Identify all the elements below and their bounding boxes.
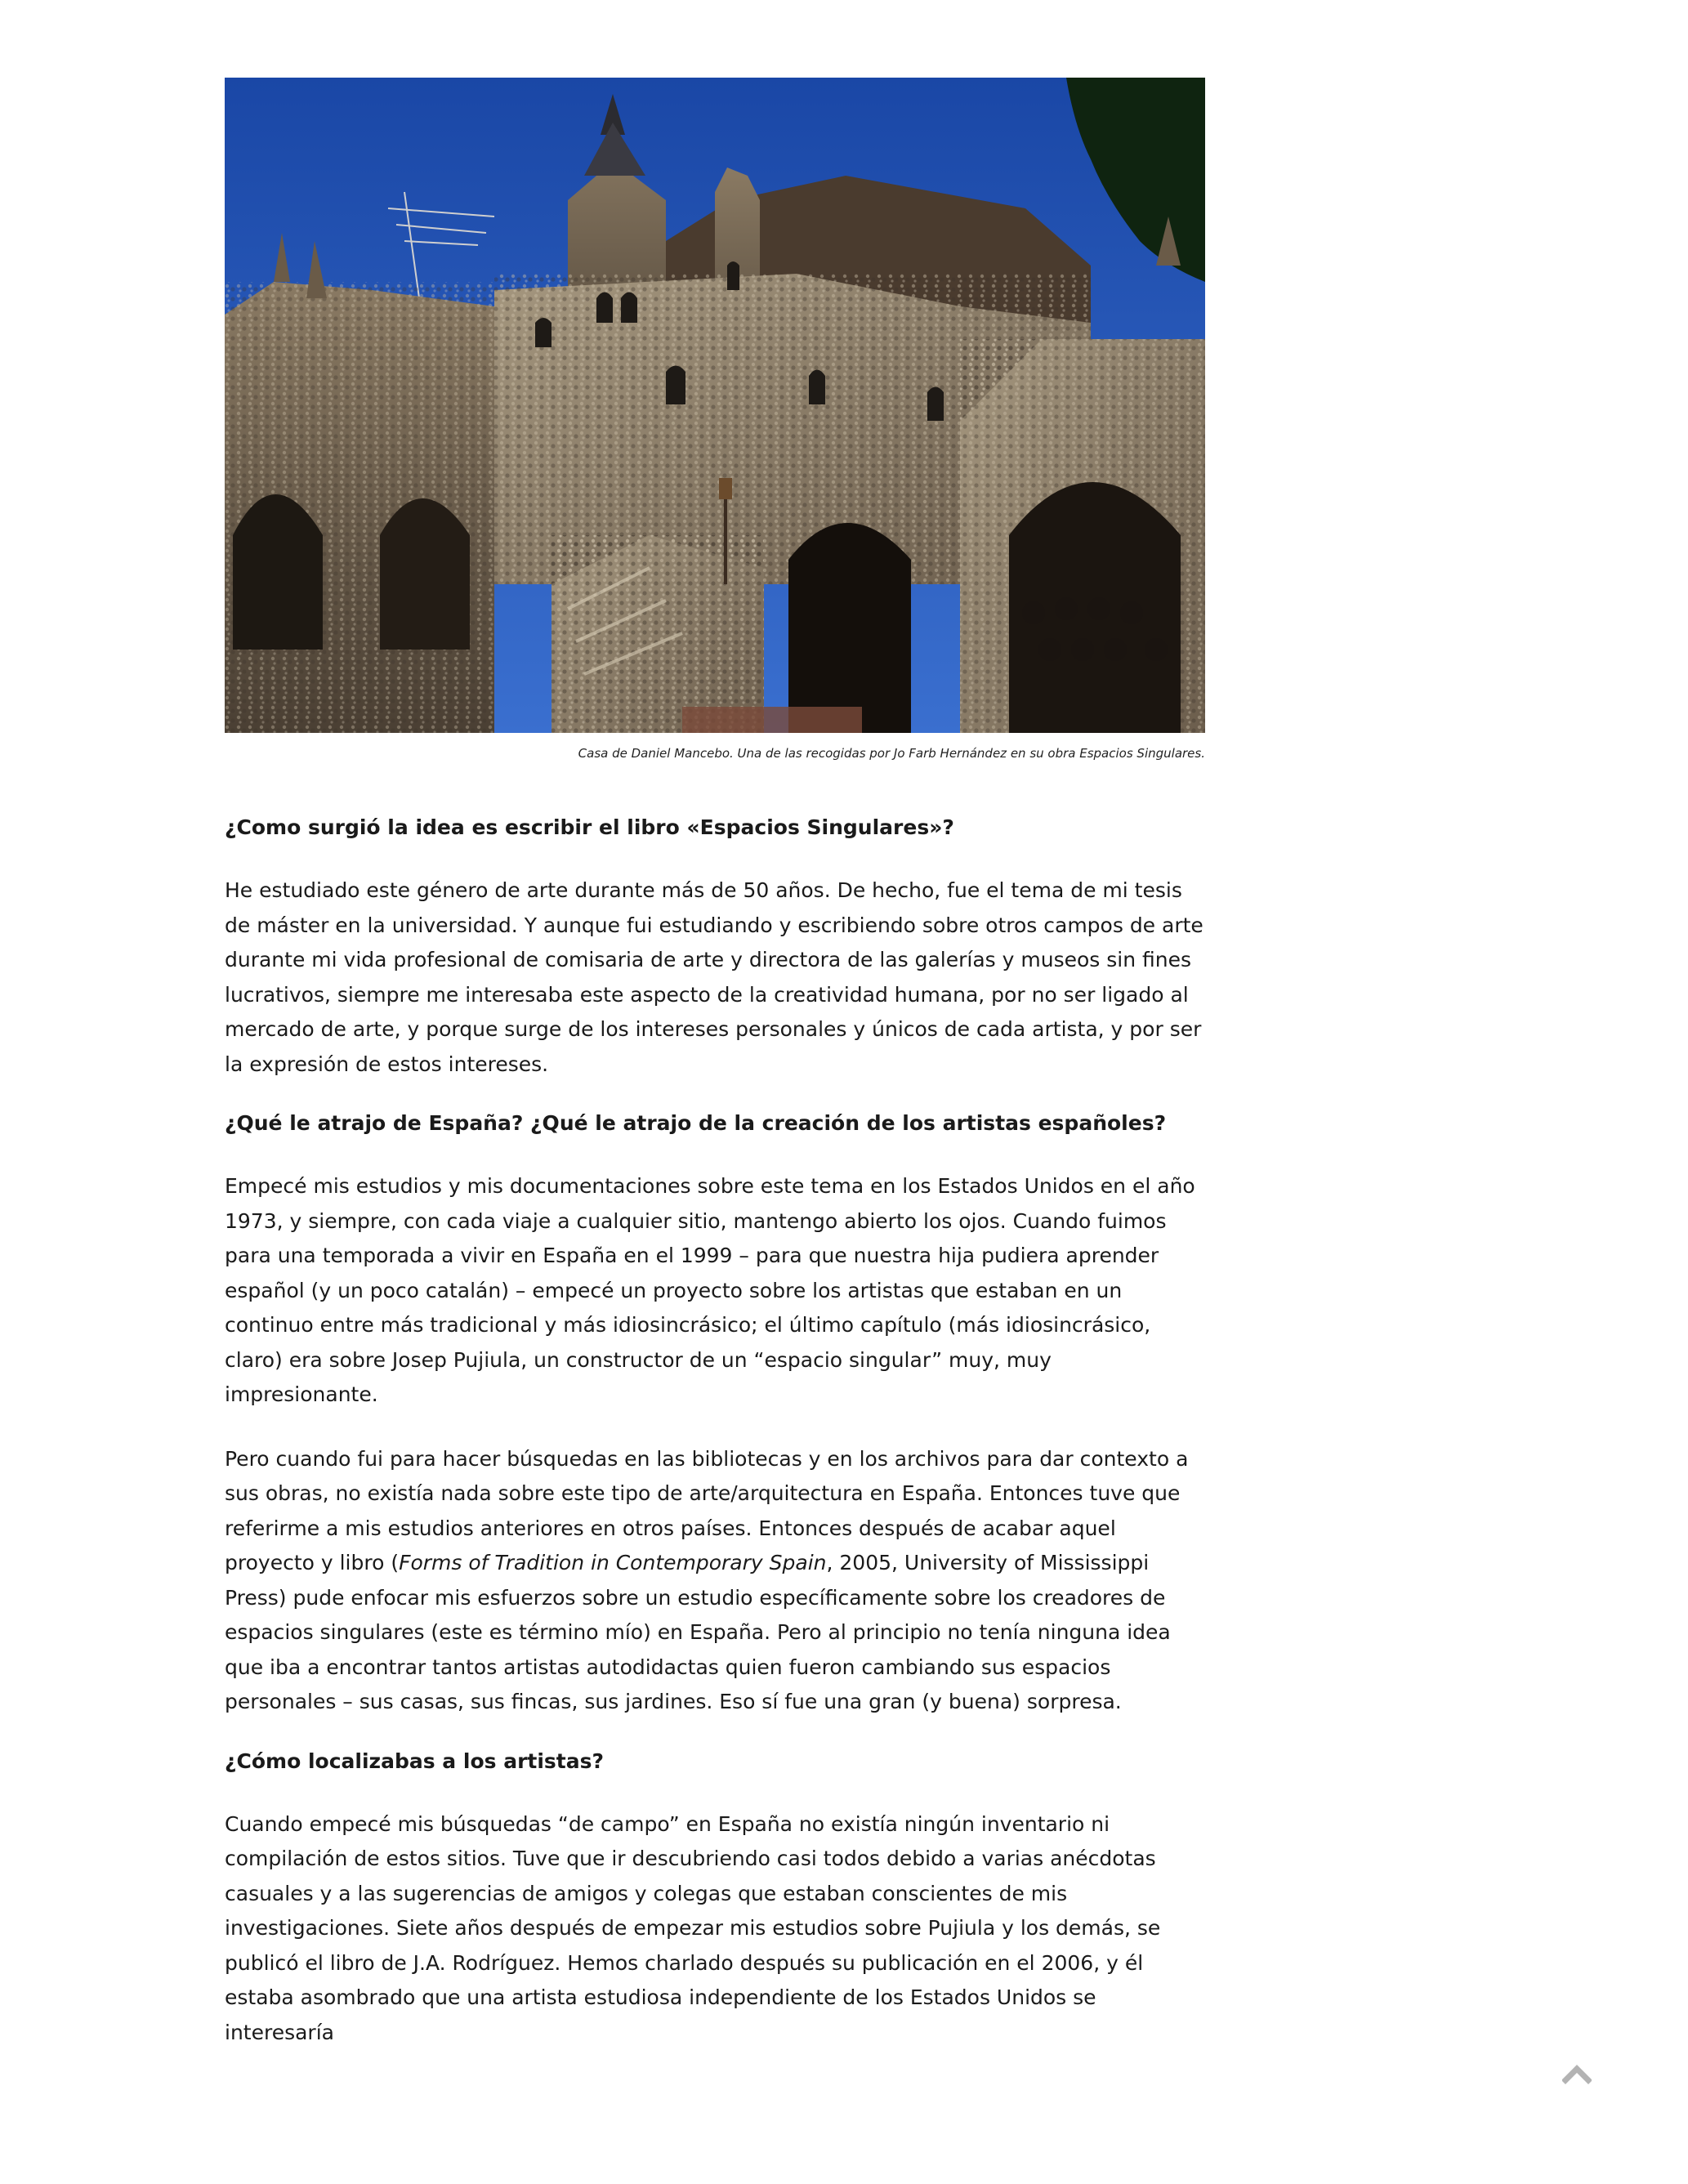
answer-paragraph xyxy=(225,1442,1205,1720)
answer-paragraph: Empecé mis estudios y mis documentaciones sobre este tema en los Estados Unidos en el año 1973, y siempre, con cada viaje a cualquier sitio, mantengo abierto los ojos. Cuando fuimos para una temporada a vivir en España en el 1999 – para que nuestra hija pudiera aprender español (y un poco catalán) – empecé un proyecto sobre los artistas que estaban en un continuo entre más tradicional y más idiosincrásico; el último capítulo (más idiosincrásico, claro) era sobre Josep Pujiula, un constructor de un “espacio singular” muy, muy impresionante. xyxy=(225,1174,1195,1406)
image-caption: Casa de Daniel Mancebo. Una de las recogidas por Jo Farb Hernández en su obra Espacios Singulares. xyxy=(578,746,1205,761)
article xyxy=(225,78,1205,2050)
question-heading: ¿Como surgió la idea es escribir el libro «Espacios Singulares»? xyxy=(225,815,954,839)
answer-paragraph: Cuando empecé mis búsquedas “de campo” en España no existía ningún inventario ni compilación de estos sitios. Tuve que ir descubriendo casi todos debido a varias anécdotas casuales y a las sugerencias de amigos y colegas que estaban conscientes de mis investigaciones. Siete años después de empezar mis estudios sobre Pujiula y los demás, se publicó el libro de J.A. Rodríguez. Hemos charlado después su publicación en el 2006, y él estaba asombrado que una artista estudiosa independiente de los Estados Unidos se interesaría xyxy=(225,1811,1161,2044)
castle-photo xyxy=(225,78,1205,733)
text-after-title: , 2005, University of Mississippi Press) pude enfocar mis esfuerzos sobre un estudio específicamente sobre los creadores de espacios singulares (este es término mío) en España. Pero al principio no tenía ninguna idea que iba a encontrar tantos artistas autodidactas quien fueron cambiando sus espacios personales – sus casas, sus fincas, sus jardines. Eso sí fue una gran (y buena) sorpresa. xyxy=(225,1551,1171,1713)
book-title: Forms of Tradition in Contemporary Spain xyxy=(399,1551,827,1574)
question-heading: ¿Qué le atrajo de España? ¿Qué le atrajo de la creación de los artistas españoles? xyxy=(225,1111,1167,1135)
question-heading: ¿Cómo localizabas a los artistas? xyxy=(225,1749,605,1773)
text-before-title: Pero cuando fui para hacer búsquedas en las bibliotecas y en los archivos para dar contexto a sus obras, no existía nada sobre este tipo de arte/arquitectura en España. Entonces tuve que referirme a mis estudios anteriores en otros países. Entonces después de acabar aquel proyecto y libro ( xyxy=(225,1446,1189,1574)
chevron-up-icon xyxy=(1562,2064,1592,2085)
answer-paragraph: He estudiado este género de arte durante más de 50 años. De hecho, fue el tema de mi tesis de máster en la universidad. Y aunque fui estudiando y escribiendo sobre otros campos de arte durante mi vida profesional de comisaria de arte y directora de las galerías y museos sin fines lucrativos, siempre me interesaba este aspecto de la creatividad humana, por no ser ligado al mercado de arte, y porque surge de los intereses personales y únicos de cada artista, y por ser la expresión de estos intereses. xyxy=(225,878,1203,1076)
scroll-to-top-button[interactable] xyxy=(1562,2064,1592,2085)
